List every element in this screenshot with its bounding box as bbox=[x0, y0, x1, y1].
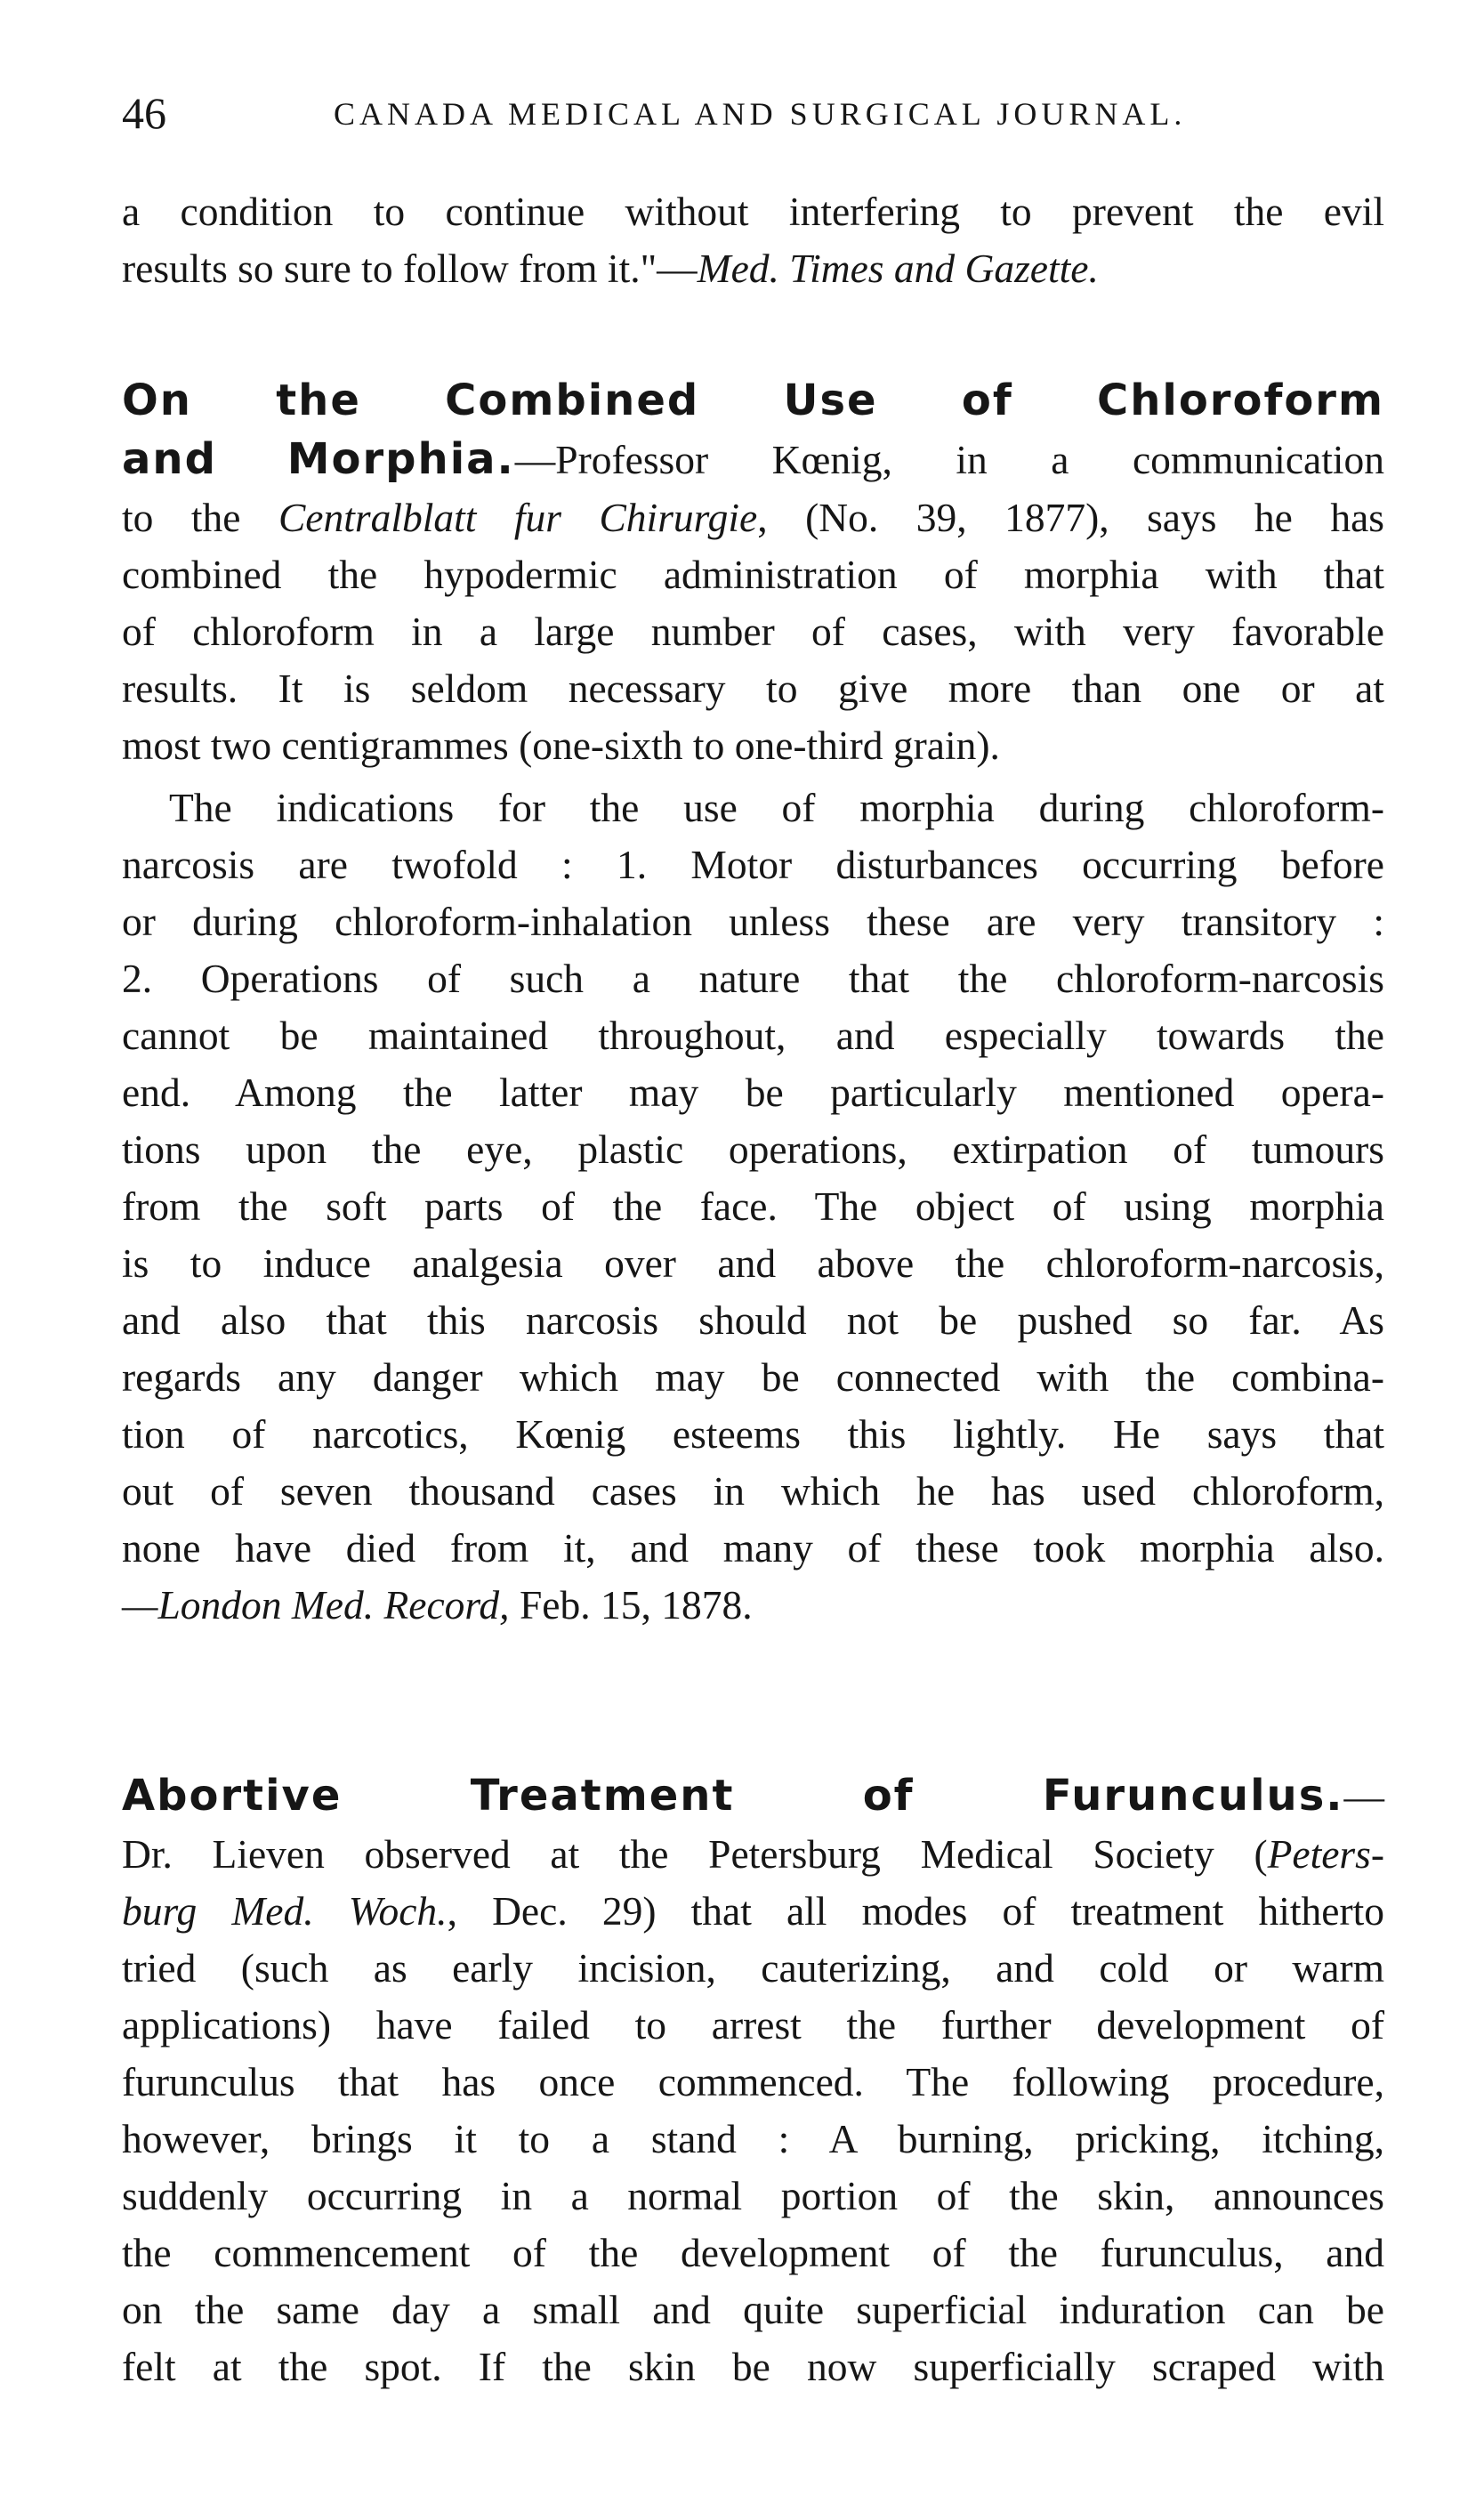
text-line: none have died from it, and many of these took morphia also. bbox=[122, 1525, 1384, 1571]
source-line bbox=[122, 1577, 1384, 1634]
text-line: tried (such as early incision, cauterizing, and cold or warm bbox=[122, 1945, 1384, 1991]
text-line: of chloroform in a large number of cases, with very favorable bbox=[122, 609, 1384, 654]
text-span: , (No. 39, 1877), says he has bbox=[757, 495, 1384, 540]
text-line: tion of narcotics, Kœnig esteems this lightly. He says that bbox=[122, 1411, 1384, 1457]
journal-name: burg Med. Woch. bbox=[122, 1888, 448, 1934]
page-header bbox=[122, 82, 1403, 153]
text-span: , Dec. 29) that all modes of treatment hitherto bbox=[447, 1888, 1384, 1934]
text-line: from the soft parts of the face. The object of using morphia bbox=[122, 1183, 1384, 1229]
article-title-text: and Morphia. bbox=[122, 434, 515, 484]
journal-name: Peters- bbox=[1267, 1831, 1384, 1877]
article-title bbox=[122, 372, 1384, 429]
text-span: —Professor Kœnig, in a communication bbox=[514, 437, 1384, 482]
text-line: end. Among the latter may be particularly mentioned opera- bbox=[122, 1070, 1384, 1115]
text-line bbox=[122, 240, 1384, 297]
source-citation: Med. Times and Gazette. bbox=[697, 246, 1099, 291]
journal-name: Centralblatt fur Chirurgie bbox=[278, 495, 758, 540]
text-line: narcosis are twofold : 1. Motor disturbances occurring before bbox=[122, 842, 1384, 887]
text-line: combined the hypodermic administration of morphia with that bbox=[122, 552, 1384, 597]
text-line: on the same day a small and quite superficial induration can be bbox=[122, 2287, 1384, 2332]
text-line: tions upon the eye, plastic operations, extirpation of tumours bbox=[122, 1127, 1384, 1172]
text-line: regards any danger which may be connected with the combina- bbox=[122, 1354, 1384, 1400]
text-line: most two centigrammes (one-sixth to one-third grain). bbox=[122, 723, 1000, 768]
text-span: Dr. Lieven observed at the Petersburg Medical Society ( bbox=[122, 1831, 1268, 1877]
text-line: the commencement of the development of the furunculus, and bbox=[122, 2230, 1384, 2275]
text-line bbox=[122, 489, 1384, 546]
text-line: and also that this narcosis should not be pushed so far. As bbox=[122, 1297, 1384, 1343]
source-citation: —London Med. Record, bbox=[122, 1582, 510, 1628]
text-line: 2. Operations of such a nature that the chloroform-narcosis bbox=[122, 956, 1384, 1001]
text-line bbox=[122, 431, 1384, 488]
text-line: out of seven thousand cases in which he has used chloroform, bbox=[122, 1468, 1384, 1514]
article-title bbox=[122, 1767, 1384, 1824]
text-line: furunculus that has once commenced. The following procedure, bbox=[122, 2059, 1384, 2104]
text-span: results so sure to follow from it."— bbox=[122, 246, 698, 291]
text-line: The indications for the use of morphia during chloroform- bbox=[169, 785, 1384, 830]
text-line: cannot be maintained throughout, and especially towards the bbox=[122, 1013, 1384, 1058]
text-line: or during chloroform-inhalation unless these are very transitory : bbox=[122, 899, 1384, 944]
text-line: results. It is seldom necessary to give more than one or at bbox=[122, 666, 1384, 711]
article-title-text: On the Combined Use of Chloroform bbox=[122, 376, 1384, 425]
text-line: suddenly occurring in a normal portion of the skin, announces bbox=[122, 2173, 1384, 2218]
text-line: applications) have failed to arrest the further development of bbox=[122, 2002, 1384, 2048]
page-number: 46 bbox=[122, 88, 166, 138]
text-span: to the bbox=[122, 495, 278, 540]
text-line: is to induce analgesia over and above the chloroform-narcosis, bbox=[122, 1240, 1384, 1286]
text-line bbox=[122, 1883, 1384, 1940]
text-line: felt at the spot. If the skin be now superficially scraped with bbox=[122, 2344, 1384, 2389]
text-line: however, brings it to a stand : A burning, pricking, itching, bbox=[122, 2116, 1384, 2161]
article-title-text: Abortive Treatment of Furunculus. bbox=[122, 1771, 1344, 1821]
title-dash: — bbox=[1343, 1773, 1384, 1819]
text-line: a condition to continue without interfering to prevent the evil bbox=[122, 189, 1384, 234]
source-date: Feb. 15, 1878. bbox=[509, 1582, 753, 1628]
text-line bbox=[122, 1826, 1384, 1883]
running-head: CANADA MEDICAL AND SURGICAL JOURNAL. bbox=[334, 96, 1187, 132]
